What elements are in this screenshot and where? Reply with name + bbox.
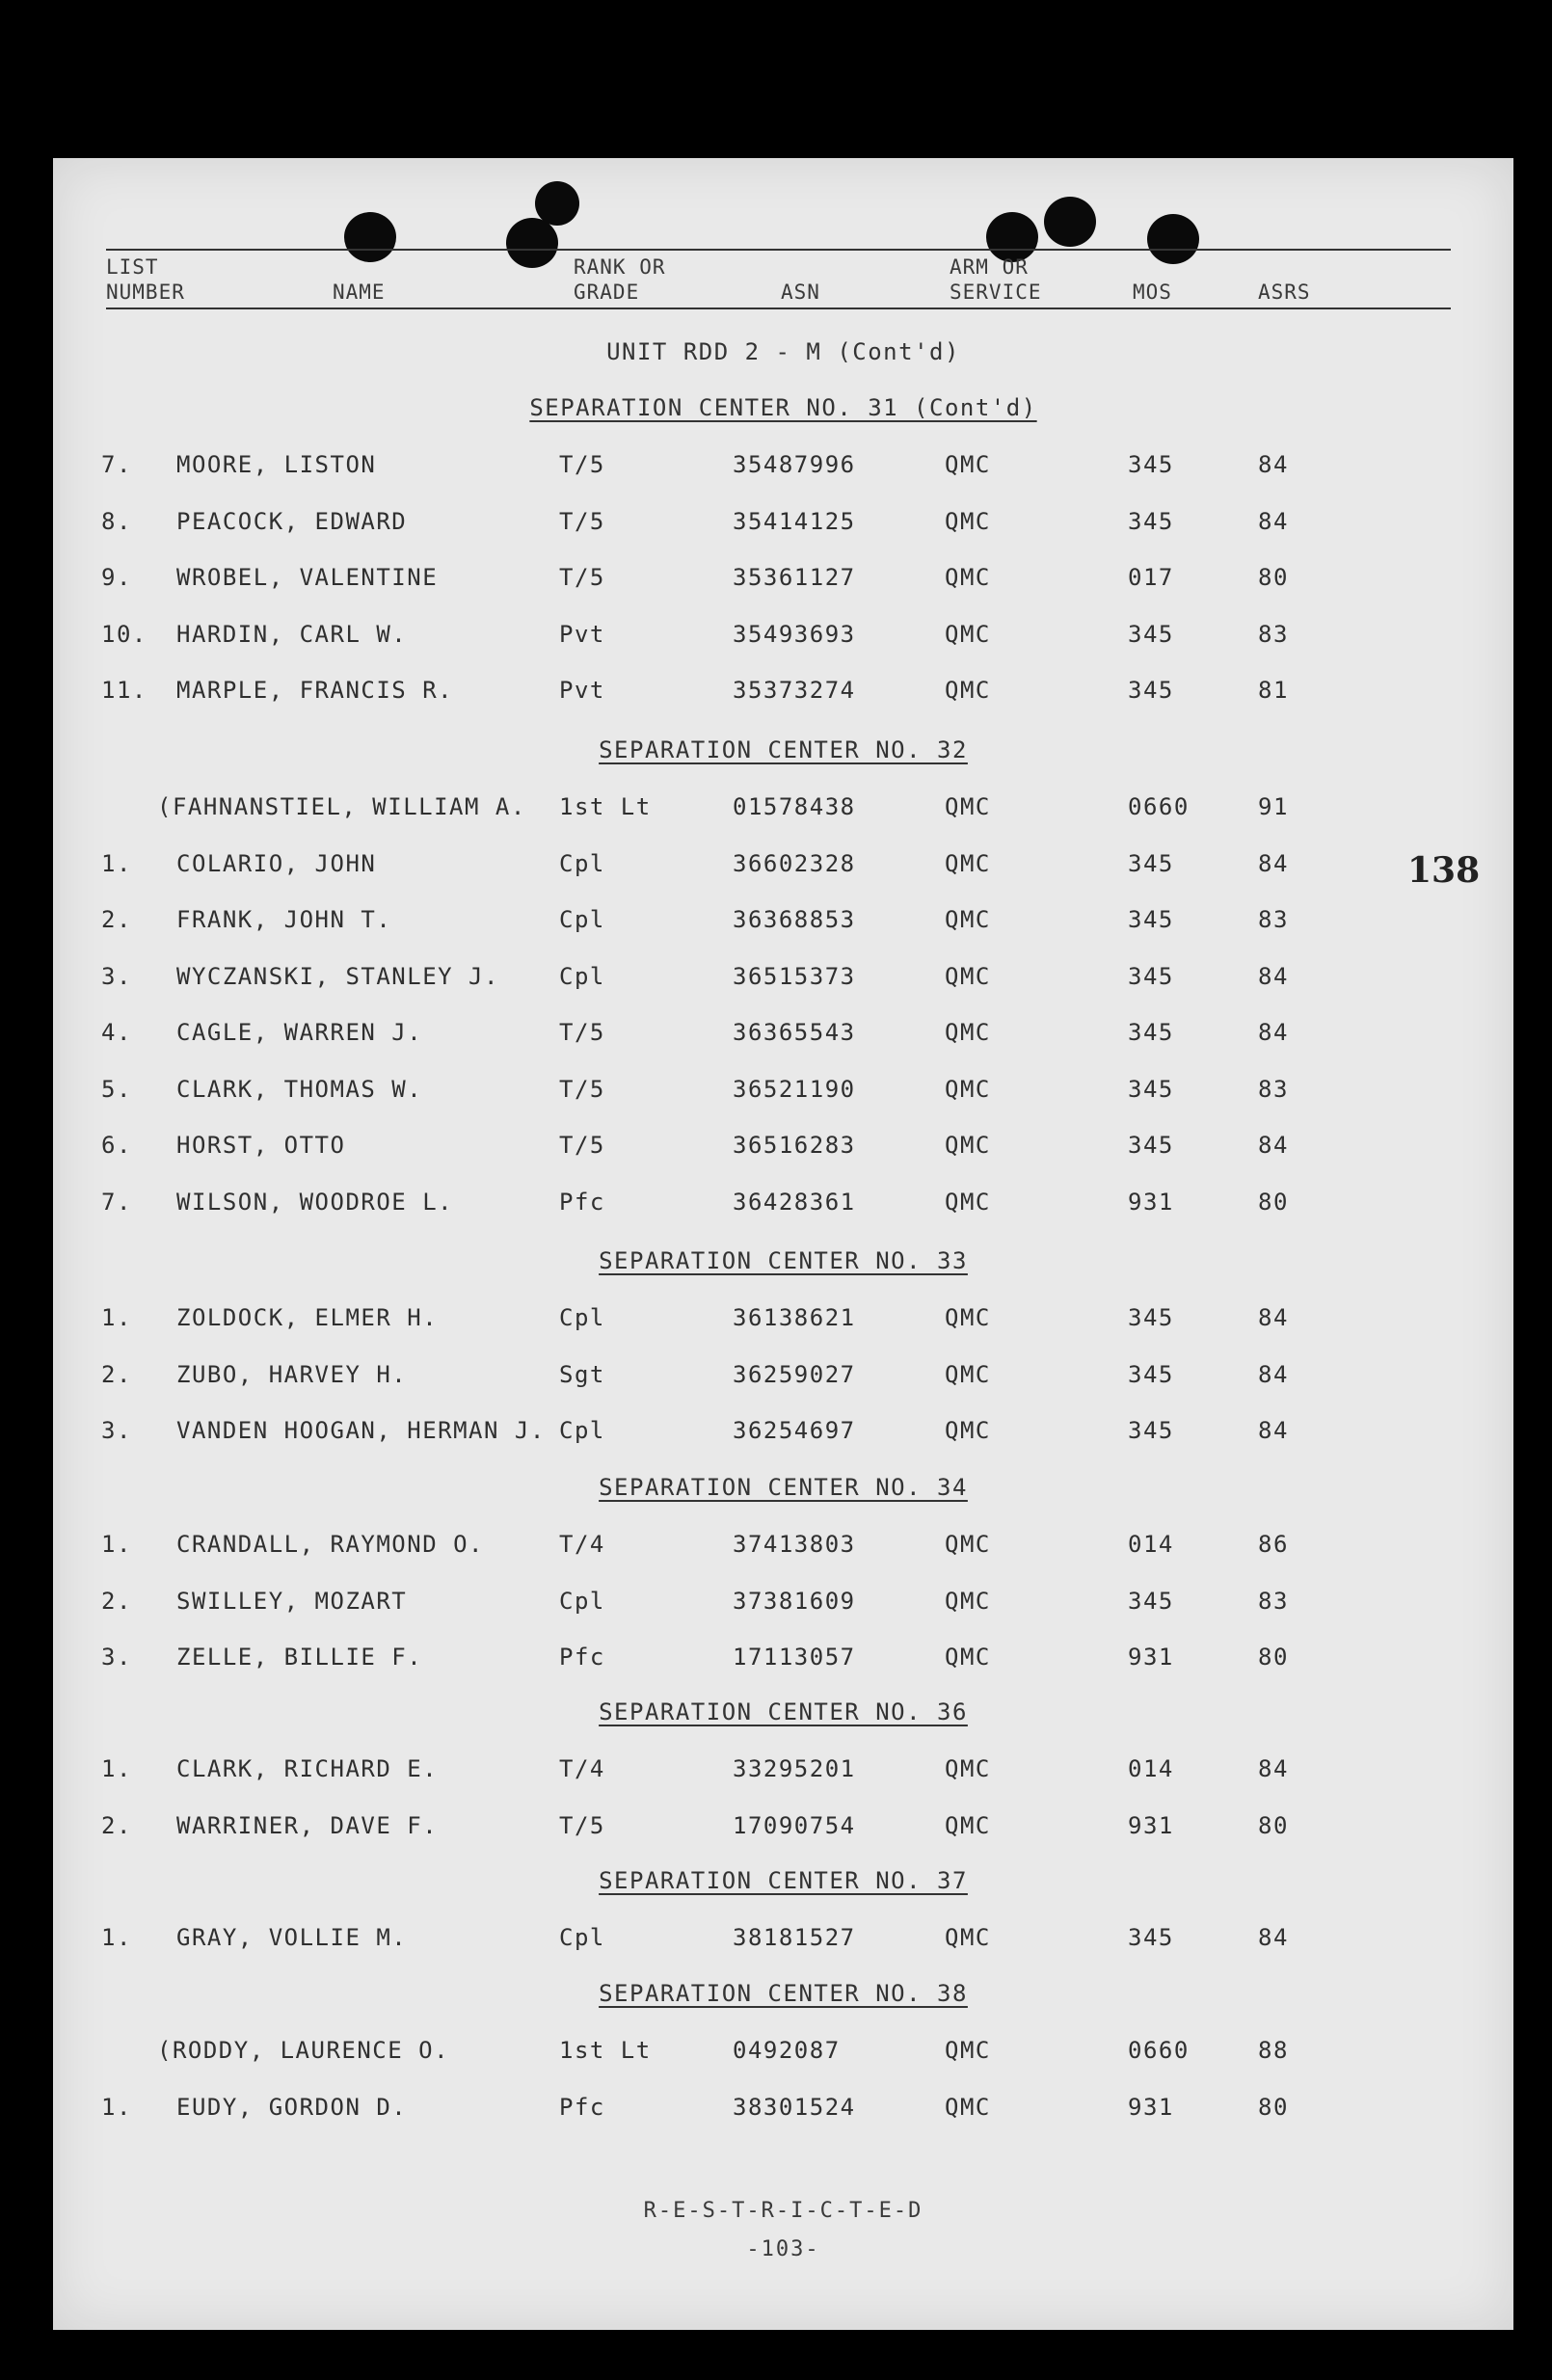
list-number-cell: 3. [101, 962, 132, 990]
list-number-cell: 7. [101, 1188, 132, 1216]
mos-cell: 345 [1128, 1304, 1174, 1331]
list-number-cell: 9. [101, 564, 132, 591]
asrs-cell: 88 [1258, 2037, 1289, 2064]
name-cell: CLARK, THOMAS W. [176, 1075, 423, 1103]
mos-cell: 345 [1128, 620, 1174, 648]
list-number-cell: 10. [101, 620, 147, 648]
column-header-name: NAME [333, 281, 386, 304]
asn-cell: 17090754 [733, 1811, 856, 1839]
mos-cell: 345 [1128, 1019, 1174, 1046]
restricted-marking: R-E-S-T-R-I-C-T-E-D [643, 2199, 923, 2223]
table-row [53, 564, 1513, 602]
list-number-cell: 1. [101, 1755, 132, 1782]
mos-cell: 0660 [1128, 793, 1190, 820]
arm-cell: QMC [945, 1360, 991, 1388]
arm-cell: QMC [945, 962, 991, 990]
mos-cell: 345 [1128, 1417, 1174, 1444]
arm-cell: QMC [945, 1755, 991, 1782]
arm-cell: QMC [945, 564, 991, 591]
rank-cell: Pfc [559, 1644, 605, 1671]
arm-cell: QMC [945, 1132, 991, 1159]
table-row [53, 1924, 1513, 1963]
asn-cell: 36259027 [733, 1360, 856, 1388]
column-header-asrs: ASRS [1258, 281, 1311, 304]
name-cell: (RODDY, LAURENCE O. [157, 2037, 450, 2064]
list-number-cell: 1. [101, 1304, 132, 1331]
name-cell: HORST, OTTO [176, 1132, 346, 1159]
rank-cell: Sgt [559, 1360, 605, 1388]
name-cell: SWILLEY, MOZART [176, 1587, 408, 1615]
document-page [53, 158, 1513, 2330]
name-cell: ZUBO, HARVEY H. [176, 1360, 408, 1388]
table-row [53, 677, 1513, 715]
mos-cell: 345 [1128, 677, 1174, 704]
asrs-cell: 83 [1258, 906, 1289, 933]
asn-cell: 37413803 [733, 1531, 856, 1558]
asrs-cell: 83 [1258, 1587, 1289, 1615]
arm-cell: QMC [945, 849, 991, 877]
rank-cell: 1st Lt [559, 2037, 652, 2064]
arm-cell: QMC [945, 1531, 991, 1558]
asrs-cell: 80 [1258, 1644, 1289, 1671]
rank-cell: T/5 [559, 507, 605, 535]
arm-cell: QMC [945, 1075, 991, 1103]
list-number-cell: 1. [101, 2093, 132, 2121]
column-header-asn: ASN [781, 281, 820, 304]
rank-cell: Cpl [559, 906, 605, 933]
name-cell: EUDY, GORDON D. [176, 2093, 408, 2121]
table-row [53, 906, 1513, 945]
punch-hole [535, 181, 579, 226]
section-heading: SEPARATION CENTER NO. 33 [599, 1247, 968, 1274]
name-cell: (FAHNANSTIEL, WILLIAM A. [157, 793, 526, 820]
name-cell: GRAY, VOLLIE M. [176, 1924, 408, 1951]
asrs-cell: 84 [1258, 1755, 1289, 1782]
mos-cell: 014 [1128, 1531, 1174, 1558]
mos-cell: 014 [1128, 1755, 1174, 1782]
asrs-cell: 84 [1258, 1304, 1289, 1331]
column-header-list-number: LIST NUMBER [106, 255, 185, 304]
asn-cell: 35361127 [733, 564, 856, 591]
asn-cell: 36516283 [733, 1132, 856, 1159]
list-number-cell: 2. [101, 1587, 132, 1615]
section-heading: SEPARATION CENTER NO. 31 (Cont'd) [529, 394, 1037, 421]
name-cell: VANDEN HOOGAN, HERMAN J. [176, 1417, 546, 1444]
asrs-cell: 84 [1258, 451, 1289, 478]
table-row [53, 1361, 1513, 1400]
table-row [53, 451, 1513, 490]
list-number-cell: 5. [101, 1075, 132, 1103]
asn-cell: 35414125 [733, 507, 856, 535]
mos-cell: 931 [1128, 1188, 1174, 1216]
section-heading: SEPARATION CENTER NO. 37 [599, 1867, 968, 1894]
mos-cell: 345 [1128, 1924, 1174, 1951]
list-number-cell: 1. [101, 849, 132, 877]
table-row [53, 1812, 1513, 1851]
mos-cell: 931 [1128, 2093, 1174, 2121]
rank-cell: Cpl [559, 1417, 605, 1444]
asn-cell: 36138621 [733, 1304, 856, 1331]
asrs-cell: 80 [1258, 1188, 1289, 1216]
mos-cell: 0660 [1128, 2037, 1190, 2064]
mos-cell: 931 [1128, 1811, 1174, 1839]
asrs-cell: 80 [1258, 1811, 1289, 1839]
asrs-cell: 84 [1258, 1924, 1289, 1951]
table-row [53, 2094, 1513, 2132]
arm-cell: QMC [945, 1644, 991, 1671]
section-heading: SEPARATION CENTER NO. 38 [599, 1980, 968, 2007]
rank-cell: T/4 [559, 1531, 605, 1558]
section-heading: SEPARATION CENTER NO. 32 [599, 736, 968, 763]
mos-cell: 345 [1128, 1587, 1174, 1615]
asn-cell: 17113057 [733, 1644, 856, 1671]
mos-cell: 345 [1128, 507, 1174, 535]
list-number-cell: 7. [101, 451, 132, 478]
asrs-cell: 84 [1258, 507, 1289, 535]
arm-cell: QMC [945, 1304, 991, 1331]
mos-cell: 345 [1128, 849, 1174, 877]
rank-cell: Pfc [559, 1188, 605, 1216]
rank-cell: Cpl [559, 1924, 605, 1951]
table-row [53, 1644, 1513, 1682]
column-header-arm: ARM OR SERVICE [950, 255, 1042, 304]
asrs-cell: 84 [1258, 962, 1289, 990]
name-cell: MOORE, LISTON [176, 451, 377, 478]
punch-hole [344, 212, 396, 262]
name-cell: HARDIN, CARL W. [176, 620, 408, 648]
asrs-cell: 84 [1258, 1019, 1289, 1046]
asn-cell: 36365543 [733, 1019, 856, 1046]
table-row [53, 1755, 1513, 1794]
rank-cell: 1st Lt [559, 793, 652, 820]
list-number-cell: 1. [101, 1531, 132, 1558]
asrs-cell: 83 [1258, 1075, 1289, 1103]
asn-cell: 35373274 [733, 677, 856, 704]
rank-cell: Pvt [559, 620, 605, 648]
mos-cell: 017 [1128, 564, 1174, 591]
list-number-cell: 3. [101, 1417, 132, 1444]
punch-hole [506, 218, 558, 268]
arm-cell: QMC [945, 507, 991, 535]
name-cell: FRANK, JOHN T. [176, 906, 392, 933]
margin-page-number: 138 [1407, 850, 1481, 891]
arm-cell: QMC [945, 451, 991, 478]
table-row [53, 1076, 1513, 1114]
name-cell: CRANDALL, RAYMOND O. [176, 1531, 484, 1558]
arm-cell: QMC [945, 1417, 991, 1444]
asrs-cell: 84 [1258, 1417, 1289, 1444]
arm-cell: QMC [945, 677, 991, 704]
name-cell: ZOLDOCK, ELMER H. [176, 1304, 439, 1331]
asn-cell: 35487996 [733, 451, 856, 478]
asrs-cell: 86 [1258, 1531, 1289, 1558]
name-cell: WARRINER, DAVE F. [176, 1811, 439, 1839]
column-header-mos: MOS [1133, 281, 1172, 304]
rank-cell: Cpl [559, 1587, 605, 1615]
rank-cell: Cpl [559, 849, 605, 877]
table-row [53, 793, 1513, 832]
rank-cell: T/5 [559, 1019, 605, 1046]
mos-cell: 345 [1128, 1132, 1174, 1159]
rank-cell: T/5 [559, 1075, 605, 1103]
rank-cell: T/5 [559, 564, 605, 591]
arm-cell: QMC [945, 1019, 991, 1046]
asn-cell: 33295201 [733, 1755, 856, 1782]
asrs-cell: 80 [1258, 2093, 1289, 2121]
rank-cell: T/5 [559, 451, 605, 478]
table-row [53, 1189, 1513, 1227]
table-row [53, 1019, 1513, 1057]
list-number-cell: 8. [101, 507, 132, 535]
asn-cell: 35493693 [733, 620, 856, 648]
asrs-cell: 84 [1258, 1360, 1289, 1388]
asn-cell: 36368853 [733, 906, 856, 933]
unit-heading: UNIT RDD 2 - M (Cont'd) [606, 338, 960, 365]
punch-hole [1147, 214, 1199, 264]
table-row [53, 621, 1513, 659]
table-row [53, 2037, 1513, 2075]
asn-cell: 37381609 [733, 1587, 856, 1615]
name-cell: COLARIO, JOHN [176, 849, 377, 877]
arm-cell: QMC [945, 793, 991, 820]
arm-cell: QMC [945, 2093, 991, 2121]
mos-cell: 345 [1128, 906, 1174, 933]
table-row [53, 1531, 1513, 1569]
mos-cell: 345 [1128, 451, 1174, 478]
rank-cell: T/5 [559, 1132, 605, 1159]
page-number: -103- [746, 2237, 820, 2261]
mos-cell: 345 [1128, 962, 1174, 990]
table-row [53, 1417, 1513, 1456]
asrs-cell: 80 [1258, 564, 1289, 591]
asn-cell: 36515373 [733, 962, 856, 990]
asn-cell: 38301524 [733, 2093, 856, 2121]
arm-cell: QMC [945, 1924, 991, 1951]
arm-cell: QMC [945, 620, 991, 648]
name-cell: CLARK, RICHARD E. [176, 1755, 439, 1782]
asn-cell: 36602328 [733, 849, 856, 877]
table-row [53, 850, 1513, 889]
column-header-rank: RANK OR GRADE [574, 255, 666, 304]
asrs-cell: 83 [1258, 620, 1289, 648]
name-cell: ZELLE, BILLIE F. [176, 1644, 423, 1671]
list-number-cell: 2. [101, 906, 132, 933]
arm-cell: QMC [945, 906, 991, 933]
table-row [53, 1588, 1513, 1626]
name-cell: PEACOCK, EDWARD [176, 507, 408, 535]
name-cell: CAGLE, WARREN J. [176, 1019, 423, 1046]
rank-cell: T/5 [559, 1811, 605, 1839]
table-row [53, 508, 1513, 547]
arm-cell: QMC [945, 1587, 991, 1615]
list-number-cell: 1. [101, 1924, 132, 1951]
section-heading: SEPARATION CENTER NO. 36 [599, 1698, 968, 1725]
table-row [53, 963, 1513, 1002]
list-number-cell: 3. [101, 1644, 132, 1671]
rank-cell: T/4 [559, 1755, 605, 1782]
list-number-cell: 2. [101, 1360, 132, 1388]
asn-cell: 36428361 [733, 1188, 856, 1216]
name-cell: WROBEL, VALENTINE [176, 564, 439, 591]
asn-cell: 38181527 [733, 1924, 856, 1951]
list-number-cell: 11. [101, 677, 147, 704]
asn-cell: 0492087 [733, 2037, 841, 2064]
punch-hole [1044, 197, 1096, 247]
name-cell: WYCZANSKI, STANLEY J. [176, 962, 499, 990]
header-bottom-rule [106, 308, 1451, 309]
asn-cell: 36521190 [733, 1075, 856, 1103]
asn-cell: 36254697 [733, 1417, 856, 1444]
arm-cell: QMC [945, 1811, 991, 1839]
asrs-cell: 84 [1258, 1132, 1289, 1159]
rank-cell: Cpl [559, 962, 605, 990]
asrs-cell: 84 [1258, 849, 1289, 877]
mos-cell: 345 [1128, 1360, 1174, 1388]
list-number-cell: 6. [101, 1132, 132, 1159]
list-number-cell: 2. [101, 1811, 132, 1839]
section-heading: SEPARATION CENTER NO. 34 [599, 1474, 968, 1501]
rank-cell: Pfc [559, 2093, 605, 2121]
asn-cell: 01578438 [733, 793, 856, 820]
rank-cell: Pvt [559, 677, 605, 704]
arm-cell: QMC [945, 2037, 991, 2064]
table-row [53, 1304, 1513, 1343]
asrs-cell: 81 [1258, 677, 1289, 704]
name-cell: WILSON, WOODROE L. [176, 1188, 454, 1216]
name-cell: MARPLE, FRANCIS R. [176, 677, 454, 704]
arm-cell: QMC [945, 1188, 991, 1216]
mos-cell: 345 [1128, 1075, 1174, 1103]
asrs-cell: 91 [1258, 793, 1289, 820]
mos-cell: 931 [1128, 1644, 1174, 1671]
table-row [53, 1132, 1513, 1170]
header-top-rule [106, 249, 1451, 251]
list-number-cell: 4. [101, 1019, 132, 1046]
rank-cell: Cpl [559, 1304, 605, 1331]
